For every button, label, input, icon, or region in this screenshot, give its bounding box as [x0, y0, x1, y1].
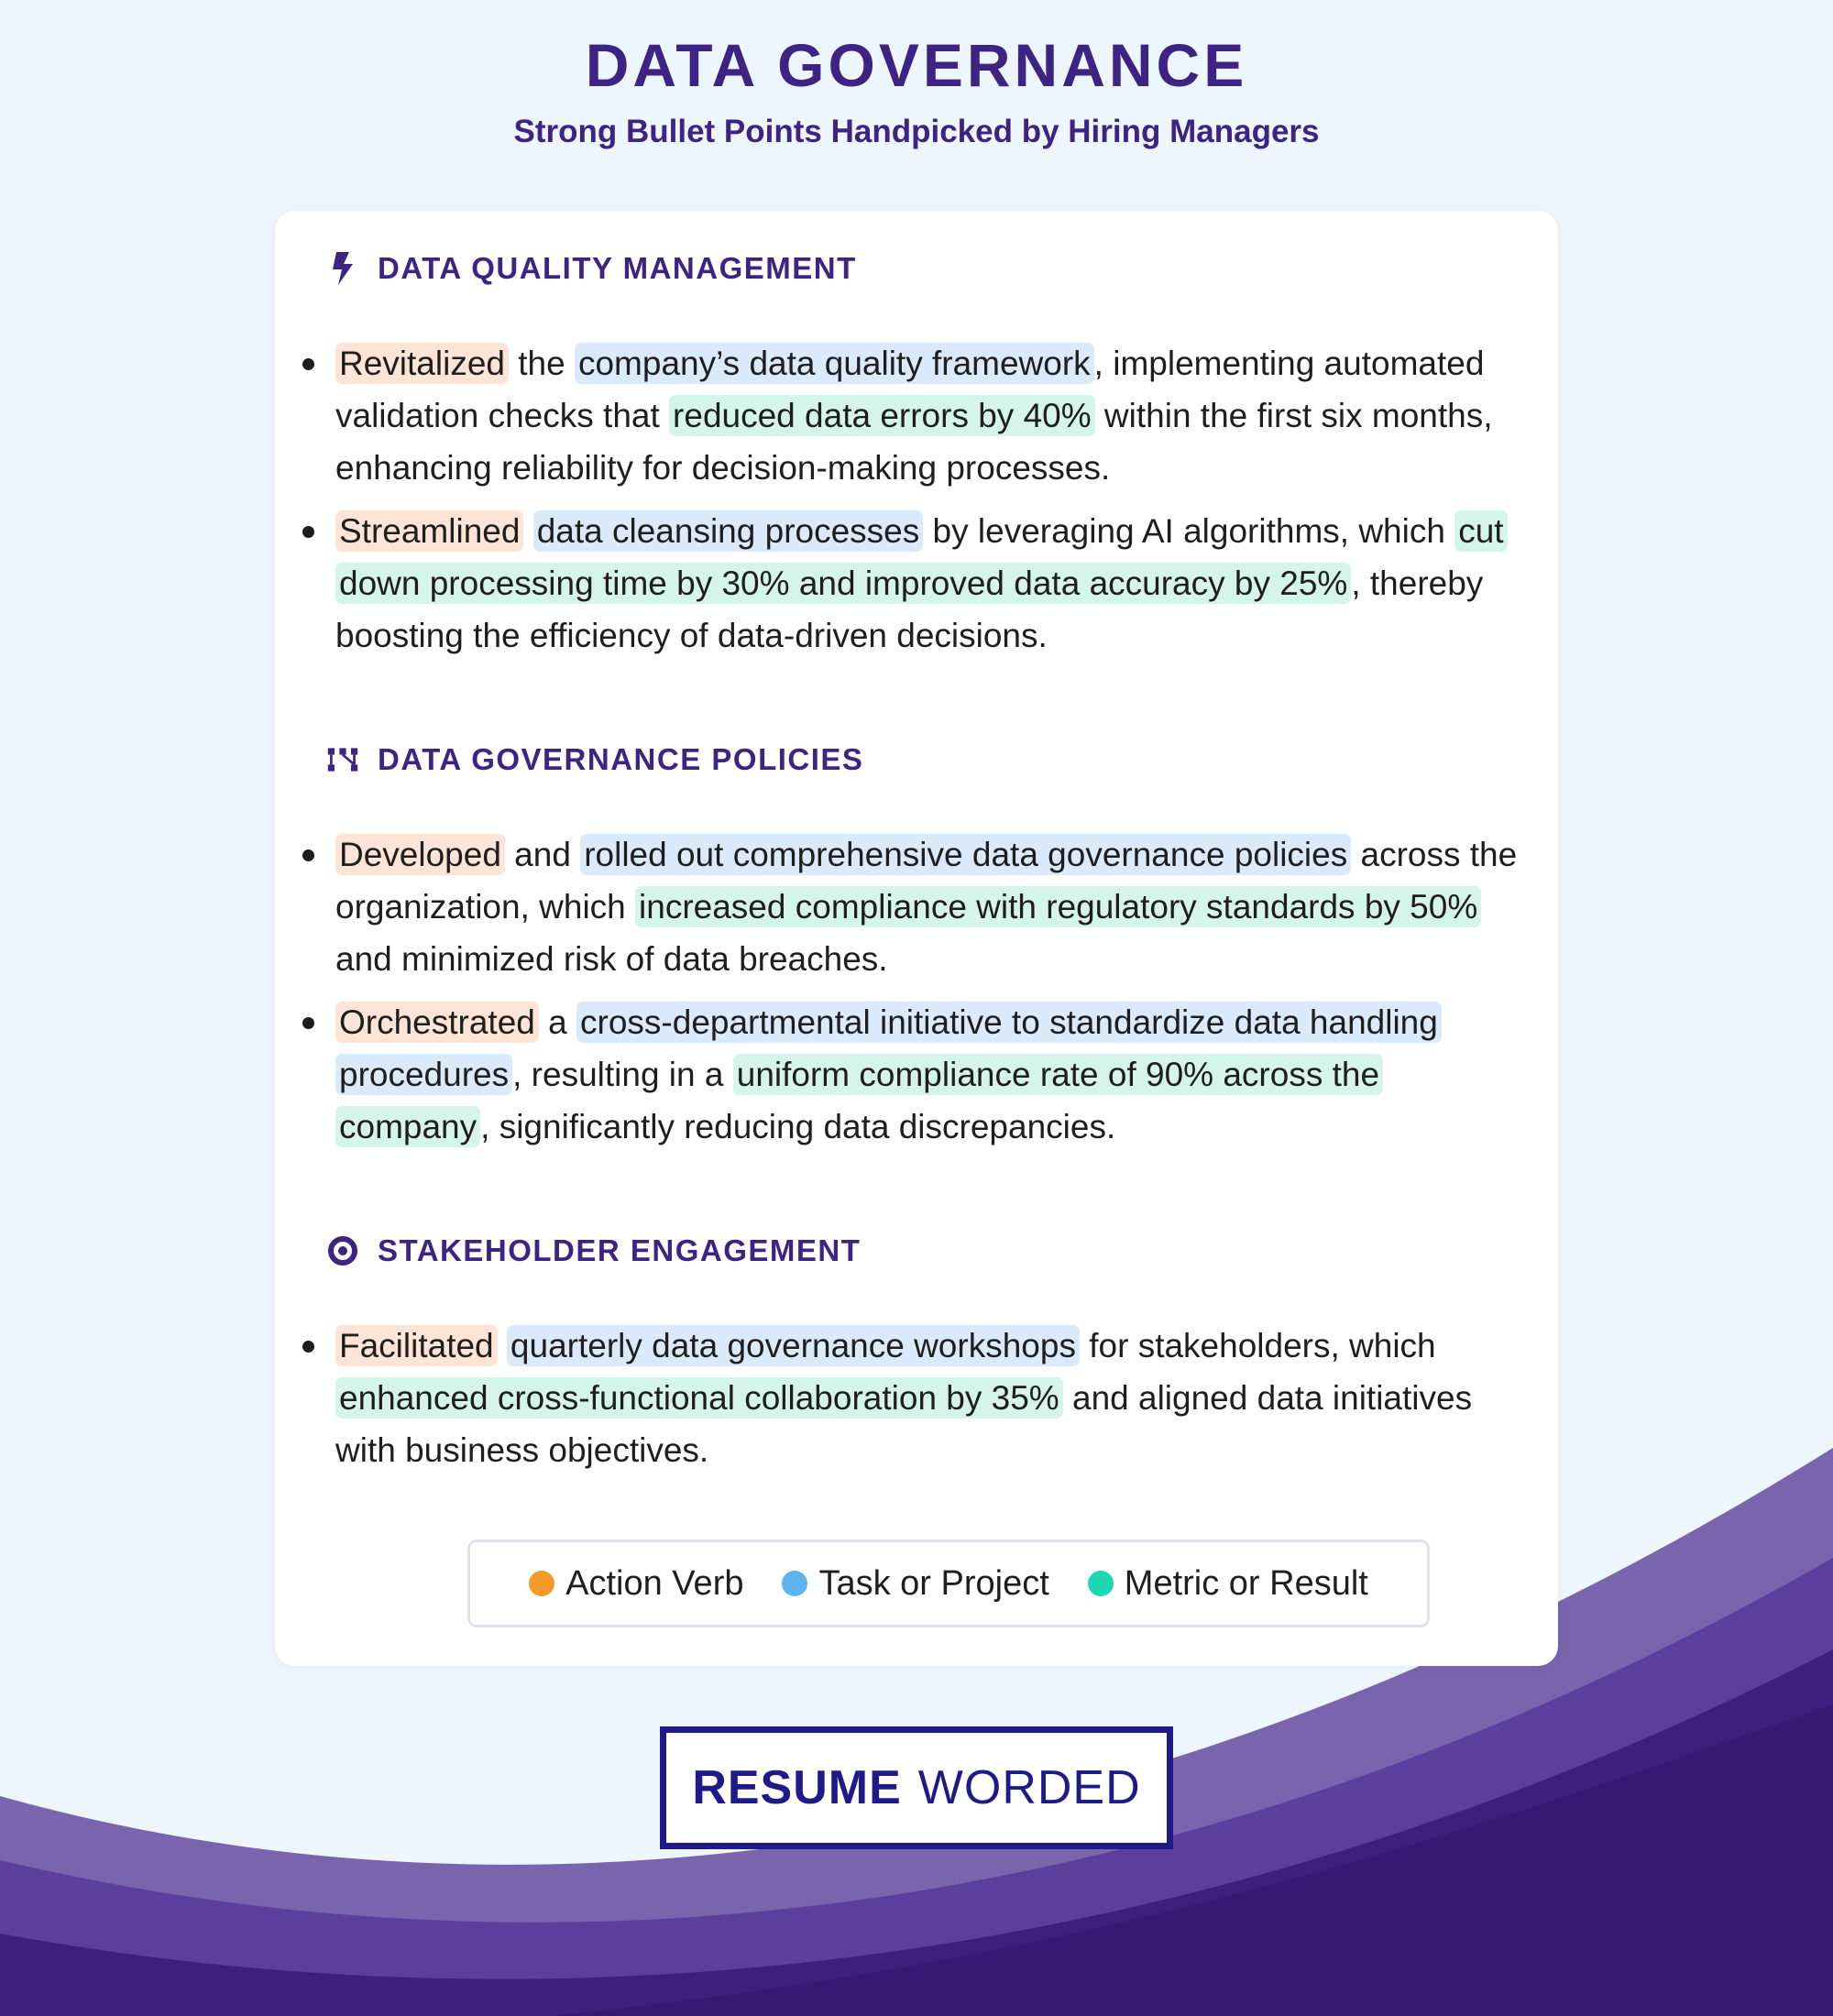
bullet-list	[275, 828, 1558, 1164]
action-verb-highlight: Orchestrated	[335, 1002, 539, 1043]
bullet-list	[275, 1320, 1558, 1487]
bullet-text	[498, 1327, 507, 1364]
bullet-points-card	[275, 211, 1558, 1666]
bullet-point	[275, 1320, 1558, 1476]
action-verb-highlight: Developed	[335, 834, 505, 875]
bullet-text: , thereby boosting the efficiency of data-driven decisions.	[335, 564, 1484, 654]
logo-word-resume: RESUME	[692, 1761, 902, 1814]
metric-highlight: reduced data errors by 40%	[669, 395, 1095, 436]
bullet-text: , significantly reducing data discrepancies.	[480, 1108, 1116, 1145]
bullet-text: a	[538, 1003, 577, 1041]
bullet-text: within the first six months, enhancing reliability for decision-making processes.	[335, 397, 1493, 487]
task-highlight: company’s data quality framework	[575, 343, 1094, 384]
legend-metric-result	[1088, 1564, 1368, 1604]
metric-highlight: uniform compliance rate of 90% across the company	[335, 1054, 1383, 1147]
task-highlight: quarterly data governance workshops	[507, 1325, 1080, 1366]
lightning-icon	[326, 252, 359, 285]
action-verb-highlight: Facilitated	[335, 1325, 498, 1366]
page-title: DATA GOVERNANCE	[585, 31, 1248, 99]
bullet-text: for stakeholders, which	[1079, 1327, 1436, 1364]
bullet-point	[275, 337, 1558, 494]
legend-label: Metric or Result	[1124, 1563, 1368, 1603]
bullet-text: and	[504, 836, 581, 873]
legend-label: Action Verb	[565, 1563, 744, 1603]
bullet-text: , resulting in a	[512, 1056, 733, 1093]
bullet-text: and minimized risk of data breaches.	[335, 940, 888, 978]
bullet-text: , implementing automated validation checks that	[335, 345, 1485, 434]
bullet-text: across the organization, which	[335, 836, 1518, 926]
task-dot-icon	[782, 1571, 807, 1596]
legend-task-project	[782, 1564, 1048, 1604]
metric-highlight: enhanced cross-functional collaboration by 35%	[335, 1377, 1063, 1419]
legend-label: Task or Project	[818, 1563, 1049, 1603]
target-icon	[326, 1234, 359, 1267]
section-title: STAKEHOLDER ENGAGEMENT	[378, 1233, 862, 1267]
section-heading-governance-policies	[326, 739, 863, 781]
task-highlight: cross-departmental initiative to standardize data handling procedures	[335, 1002, 1442, 1095]
highlight-legend	[467, 1539, 1430, 1627]
action-verb-highlight: Revitalized	[335, 343, 509, 384]
bullet-point	[275, 996, 1558, 1153]
action-dot-icon	[529, 1571, 554, 1596]
page-header	[0, 0, 1833, 149]
metric-dot-icon	[1088, 1571, 1114, 1596]
network-icon	[326, 743, 359, 776]
legend-action-verb	[529, 1564, 743, 1604]
bullet-point	[275, 505, 1558, 662]
bullet-list	[275, 337, 1558, 673]
logo-word-worded: WORDED	[917, 1761, 1141, 1814]
page-subtitle: Strong Bullet Points Handpicked by Hiring Managers	[513, 114, 1320, 149]
bullet-text: by leveraging AI algorithms, which	[923, 512, 1455, 550]
task-highlight: data cleansing processes	[533, 510, 924, 552]
action-verb-highlight: Streamlined	[335, 510, 523, 552]
bullet-text: and aligned data initiatives with business objectives.	[335, 1379, 1473, 1469]
task-highlight: rolled out comprehensive data governance policies	[580, 834, 1351, 875]
bullet-text	[523, 512, 532, 550]
metric-highlight: increased compliance with regulatory standards by 50%	[635, 886, 1481, 927]
section-heading-stakeholder	[326, 1230, 861, 1272]
section-heading-data-quality	[326, 247, 857, 290]
resume-worded-logo[interactable]	[660, 1726, 1173, 1849]
metric-highlight: cut down processing time by 30% and improved data accuracy by 25%	[335, 510, 1508, 604]
bullet-point	[275, 828, 1558, 985]
section-title: DATA GOVERNANCE POLICIES	[378, 742, 864, 776]
bullet-text: the	[508, 345, 575, 382]
section-title: DATA QUALITY MANAGEMENT	[378, 251, 857, 285]
